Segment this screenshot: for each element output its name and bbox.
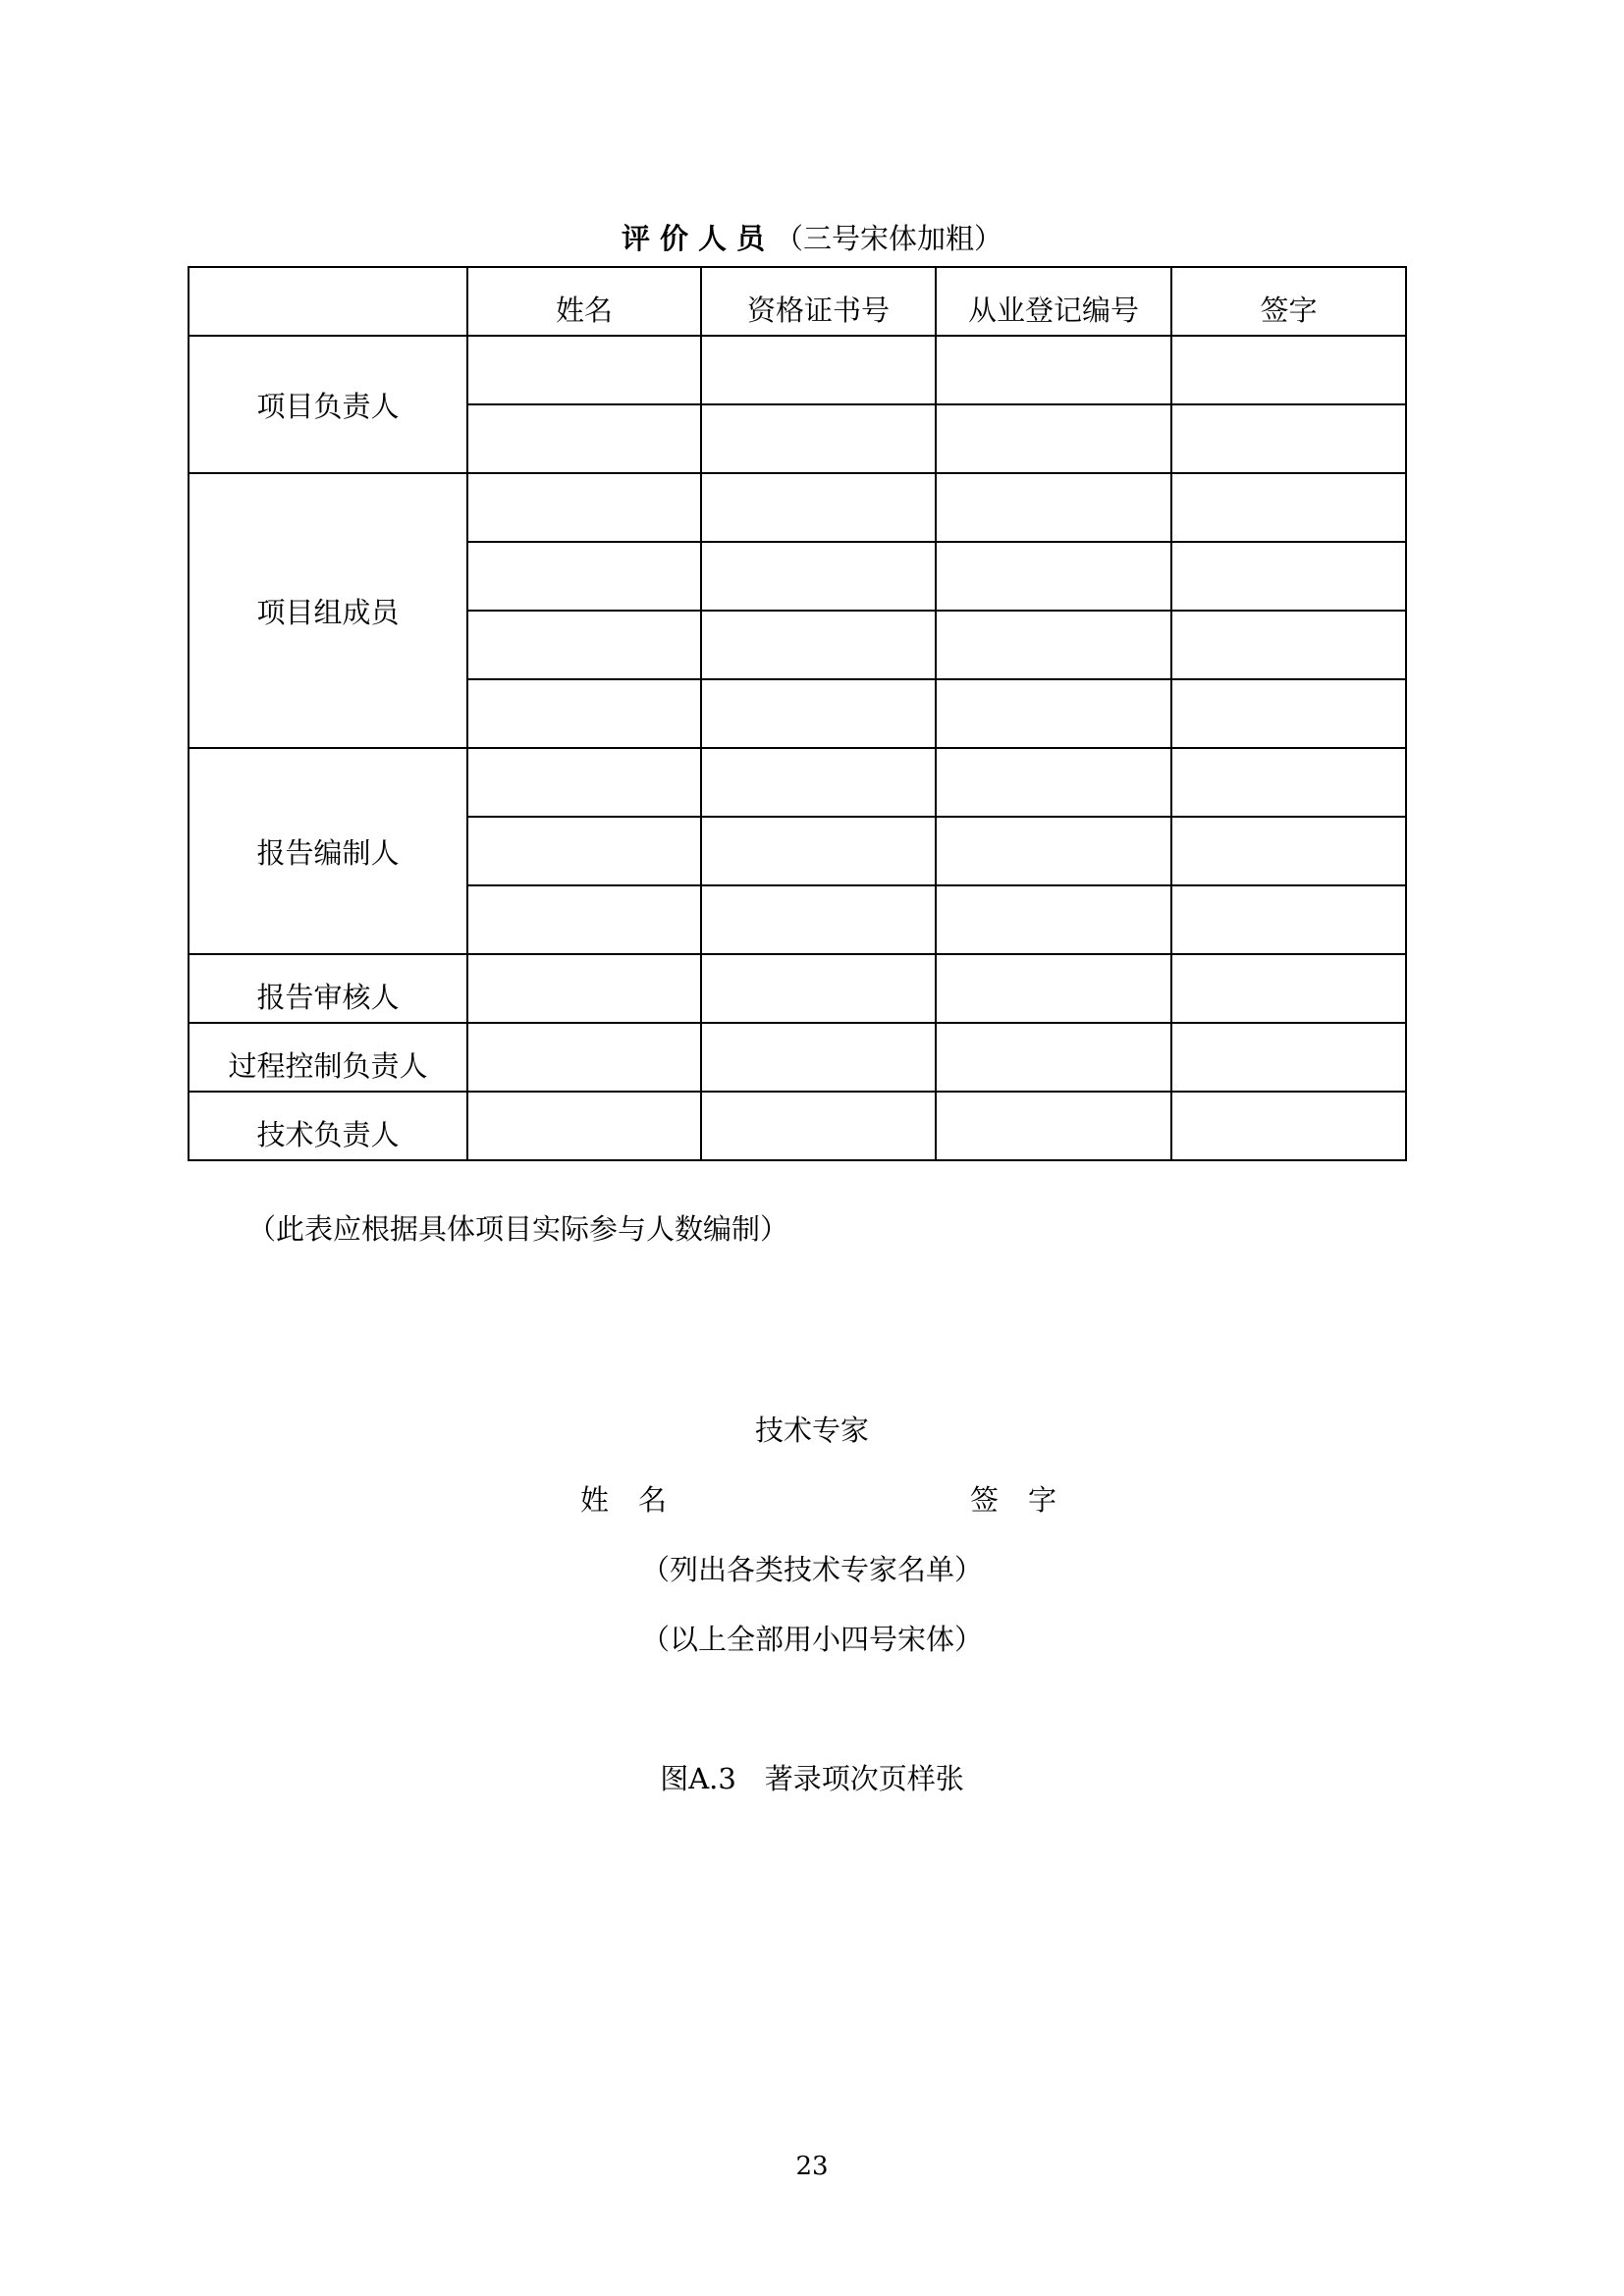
role-process-control: 过程控制负责人	[189, 1023, 467, 1092]
table-cell[interactable]	[467, 679, 701, 748]
table-cell[interactable]	[701, 885, 936, 954]
table-cell[interactable]	[936, 542, 1171, 611]
experts-name-label: 姓名	[580, 1483, 697, 1517]
experts-font-note: （以上全部用小四号宋体）	[640, 1623, 983, 1656]
table-row	[189, 473, 1406, 542]
table-cell[interactable]	[1171, 404, 1406, 473]
table-row	[189, 748, 1406, 817]
table-cell[interactable]	[467, 748, 701, 817]
table-cell[interactable]	[1171, 679, 1406, 748]
table-cell[interactable]	[467, 1023, 701, 1092]
page-number: 23	[795, 2152, 829, 2181]
role-report-reviewer: 报告审核人	[189, 954, 467, 1023]
figure-caption: 图A.3 著录项次页样张	[660, 1762, 964, 1795]
experts-list-note: （列出各类技术专家名单）	[640, 1553, 983, 1586]
table-cell[interactable]	[701, 336, 936, 404]
table-cell[interactable]	[1171, 542, 1406, 611]
role-report-writer: 报告编制人	[189, 748, 467, 954]
table-cell[interactable]	[467, 1092, 701, 1160]
table-cell[interactable]	[701, 679, 936, 748]
table-cell[interactable]	[1171, 1092, 1406, 1160]
table-cell[interactable]	[467, 404, 701, 473]
table-title-note: （三号宋体加粗）	[775, 222, 1003, 255]
table-cell[interactable]	[1171, 817, 1406, 885]
table-title	[0, 219, 1624, 258]
table-cell[interactable]	[467, 954, 701, 1023]
role-project-leader: 项目负责人	[189, 336, 467, 473]
table-cell[interactable]	[701, 542, 936, 611]
table-cell[interactable]	[1171, 885, 1406, 954]
table-cell[interactable]	[701, 404, 936, 473]
experts-sign-label: 签字	[970, 1483, 1087, 1517]
header-cell-certificate: 资格证书号	[701, 267, 936, 336]
table-cell[interactable]	[467, 885, 701, 954]
table-cell[interactable]	[936, 817, 1171, 885]
table-cell[interactable]	[936, 1023, 1171, 1092]
table-header-row	[189, 267, 1406, 336]
table-cell[interactable]	[1171, 748, 1406, 817]
table-cell[interactable]	[1171, 611, 1406, 679]
table-cell[interactable]	[467, 817, 701, 885]
table-cell[interactable]	[1171, 473, 1406, 542]
header-cell-name: 姓名	[467, 267, 701, 336]
experts-title: 技术专家	[754, 1414, 869, 1447]
table-cell[interactable]	[936, 404, 1171, 473]
table-cell[interactable]	[467, 473, 701, 542]
table-cell[interactable]	[936, 611, 1171, 679]
table-title-main: 评价人员	[621, 222, 775, 255]
table-cell[interactable]	[936, 748, 1171, 817]
table-cell[interactable]	[936, 473, 1171, 542]
table-row	[189, 1092, 1406, 1160]
table-cell[interactable]	[936, 336, 1171, 404]
table-cell[interactable]	[936, 954, 1171, 1023]
role-technical-leader: 技术负责人	[189, 1092, 467, 1160]
table-cell[interactable]	[936, 679, 1171, 748]
header-cell-signature: 签字	[1171, 267, 1406, 336]
table-cell[interactable]	[467, 336, 701, 404]
table-cell[interactable]	[1171, 1023, 1406, 1092]
table-cell[interactable]	[467, 542, 701, 611]
header-cell-role	[189, 267, 467, 336]
role-project-members: 项目组成员	[189, 473, 467, 748]
table-cell[interactable]	[701, 473, 936, 542]
table-cell[interactable]	[701, 817, 936, 885]
table-cell[interactable]	[467, 611, 701, 679]
header-cell-registration: 从业登记编号	[936, 267, 1171, 336]
table-cell[interactable]	[1171, 954, 1406, 1023]
table-row	[189, 954, 1406, 1023]
table-cell[interactable]	[701, 954, 936, 1023]
table-cell[interactable]	[936, 885, 1171, 954]
table-cell[interactable]	[701, 1023, 936, 1092]
table-cell[interactable]	[936, 1092, 1171, 1160]
table-cell[interactable]	[1171, 336, 1406, 404]
evaluator-table	[188, 266, 1407, 1161]
table-note: （此表应根据具体项目实际参与人数编制）	[247, 1212, 789, 1246]
table-row	[189, 336, 1406, 404]
table-cell[interactable]	[701, 748, 936, 817]
table-cell[interactable]	[701, 611, 936, 679]
table-row	[189, 1023, 1406, 1092]
table-cell[interactable]	[701, 1092, 936, 1160]
